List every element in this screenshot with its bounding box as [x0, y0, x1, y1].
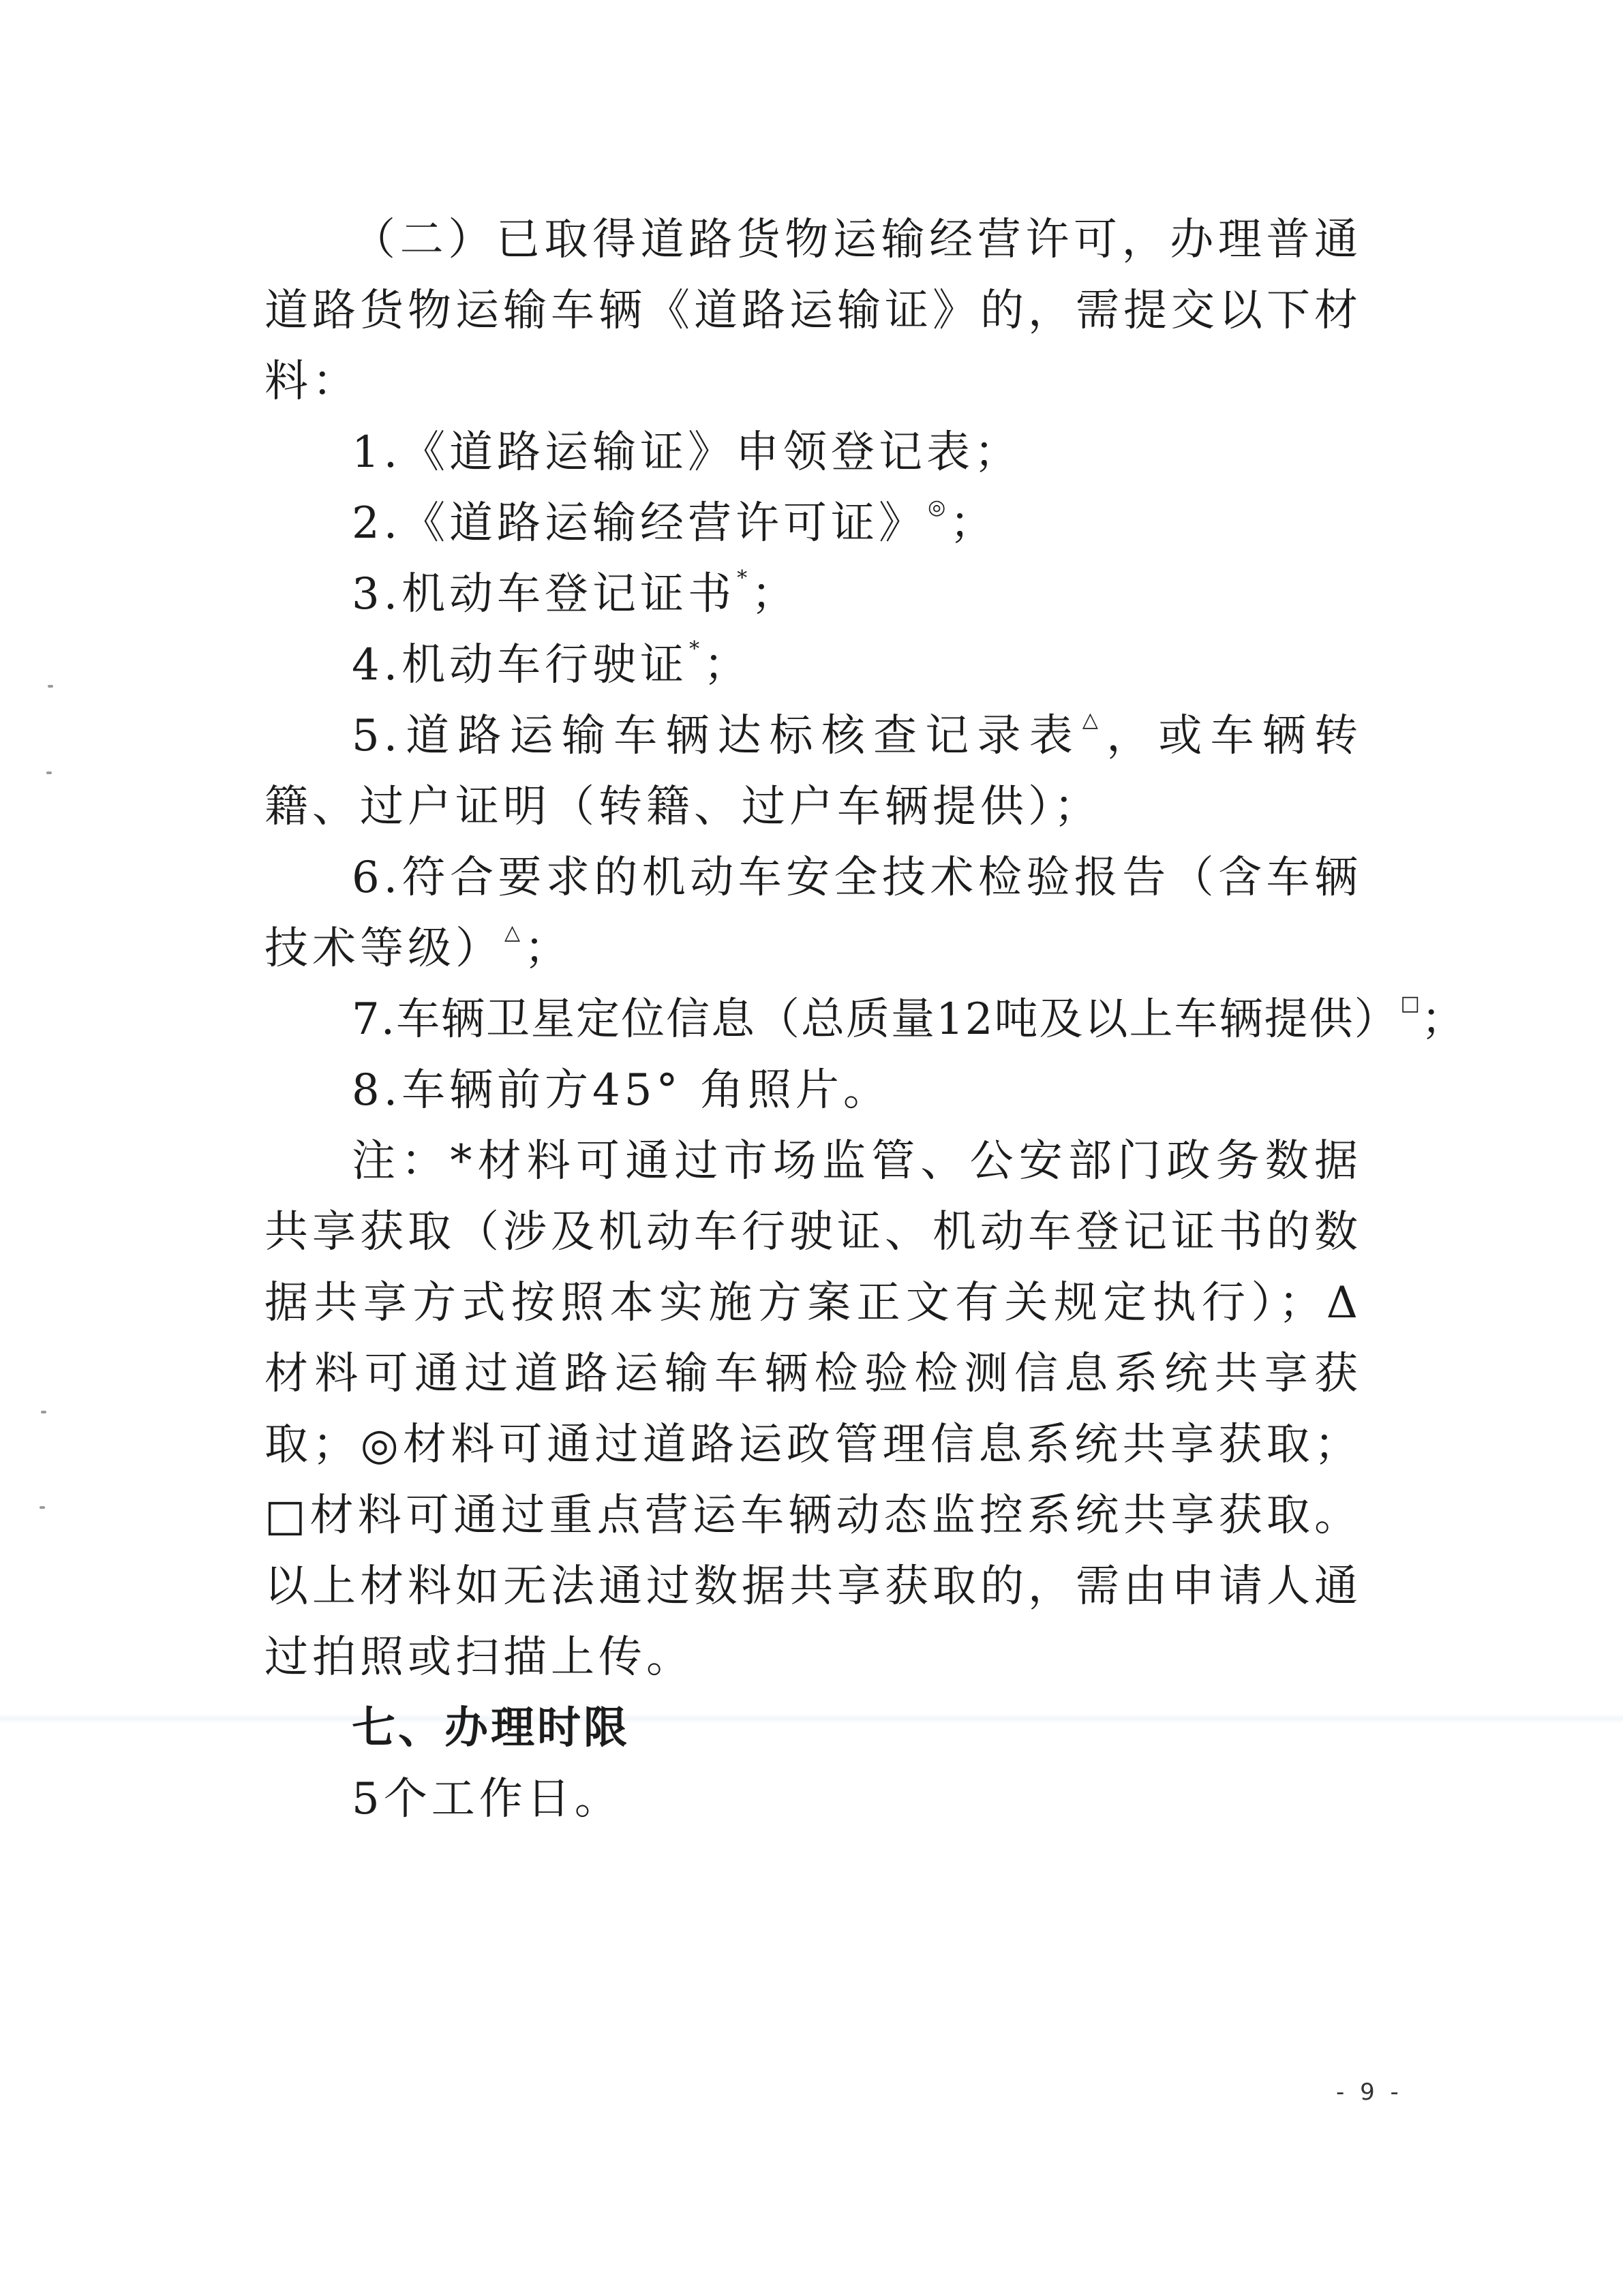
scan-speck	[41, 1411, 46, 1413]
material-item-7: 7.车辆卫星定位信息（总质量12吨及以上车辆提供）□；	[352, 992, 1466, 1045]
material-item-8: 8.车辆前方45° 角照片。	[352, 1065, 891, 1116]
section-heading: 七、办理时限	[352, 1703, 630, 1754]
intro-paragraph: （二）已取得道路货物运输经营许可，办理普通道路货物运输车辆《道路运输证》的，需提交以下材料：	[264, 215, 1362, 407]
source-mark: *	[689, 637, 704, 661]
document-body	[264, 204, 1466, 1835]
scan-speck	[46, 771, 52, 774]
material-item-2: 2.《道路运输经营许可证》◎；	[352, 495, 998, 549]
source-mark: *	[737, 566, 752, 590]
source-mark: □	[1400, 992, 1421, 1015]
material-item-1: 1.《道路运输证》申领登记表；	[352, 427, 1022, 478]
source-mark: △	[504, 921, 525, 945]
material-item-3: 3.机动车登记证书*；	[352, 566, 800, 619]
material-item-4: 4.机动车行驶证*；	[352, 637, 752, 690]
source-mark: ◎	[928, 495, 950, 519]
material-item-5: 5.道路运输车辆达标核查记录表△，或车辆转籍、过户证明（转籍、过户车辆提供）；	[264, 708, 1362, 832]
scan-speck	[48, 685, 53, 688]
source-mark: △	[1082, 708, 1107, 732]
scan-speck	[40, 1506, 45, 1509]
material-item-6: 6.符合要求的机动车安全技术检验报告（含车辆技术等级）△；	[264, 853, 1362, 974]
section-body: 5个工作日。	[352, 1774, 622, 1824]
note-paragraph: 注：*材料可通过市场监管、公安部门政务数据共享获取（涉及机动车行驶证、机动车登记证书的数据共享方式按照本实施方案正文有关规定执行）；Δ材料可通过道路运输车辆检验检测信息系统共享获取；◎材料可通过道路运政管理信息系统共享获取；□材料可通过重点营运车辆动态监控系统共享获取。以上材料如无法通过数据共享获取的，需由申请人通过拍照或扫描上传。	[264, 1136, 1362, 1683]
page-number: - 9 -	[1336, 2079, 1403, 2106]
